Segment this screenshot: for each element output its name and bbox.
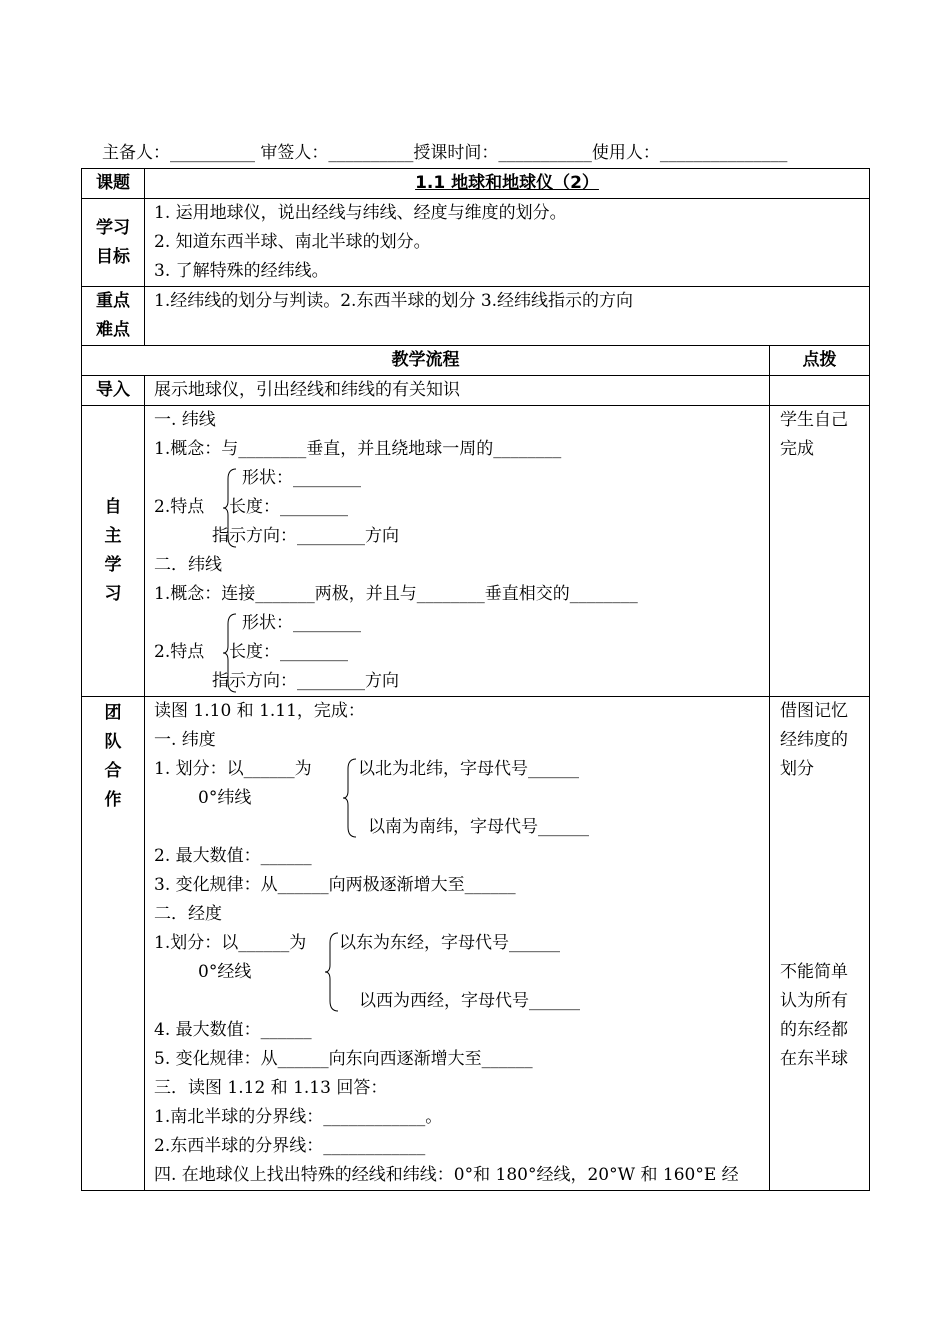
objective-item: 2. 知道东西半球、南北半球的划分。 [154,232,431,252]
objective-item: 1. 运用地球仪，说出经线与纬线、经度与维度的划分。 [154,203,567,223]
self-study-tip: 学生自己 完成 [770,406,870,697]
team-tip: 借图记忆 经纬度的 划分 不能简单 认为所有 的东经都 在东半球 [770,697,870,1191]
process-header: 教学流程 [82,346,770,376]
self-study-content: 一. 纬线 1.概念：与________垂直，并且绕地球一周的________ 形状：________ 2.特点 长度：________ 指示方向：________方向 二．纬线 1.概念：连接_______两极，并且与________垂直相交的________ 形状：________ 2.特点 长度：________ 指示方向：________方向 [145,406,770,697]
document-header: 主备人：__________ 审签人：__________授课时间：___________使用人：_______________ [102,143,788,163]
objectives-list [145,199,870,287]
team-label: 团 队 合 作 [82,697,145,1191]
intro-label: 导入 [82,376,145,406]
course-title: 1.1 地球和地球仪（2） [145,169,870,199]
key-points-text: 1.经纬线的划分与判读。2.东西半球的划分 3.经纬线指示的方向 [145,287,870,346]
intro-tip [770,376,870,406]
lesson-plan-table [81,168,870,1191]
tips-header: 点拨 [770,346,870,376]
intro-text: 展示地球仪，引出经线和纬线的有关知识 [145,376,770,406]
self-study-label: 自 主 学 习 [82,406,145,697]
objectives-label: 学习 目标 [82,199,145,287]
key-points-label: 重点 难点 [82,287,145,346]
objective-item: 3. 了解特殊的经纬线。 [154,261,329,281]
team-content: 读图 1.10 和 1.11，完成： 一. 纬度 1. 划分：以______为 以北为北纬，字母代号______ 0°纬线 以南为南纬，字母代号______ 2. 最大数值：______ 3. 变化规律：从______向两极逐渐增大至______ 二．经度 1.划分：以______为 以东为东经，字母代号______ 0°经线 以西为西经，字母代号______ 4. 最大数值：______ 5. 变化规律：从______向东向西逐渐增大至______ 三．读图 1.12 和 1.13 回答： 1.南北半球的分界线：____________。 2.东西半球的分界线：____________ 四. 在地球仪上找出特殊的经线和纬线：0°和 180°经线，20°W 和 160°E 经 [145,697,770,1191]
course-label: 课题 [82,169,145,199]
